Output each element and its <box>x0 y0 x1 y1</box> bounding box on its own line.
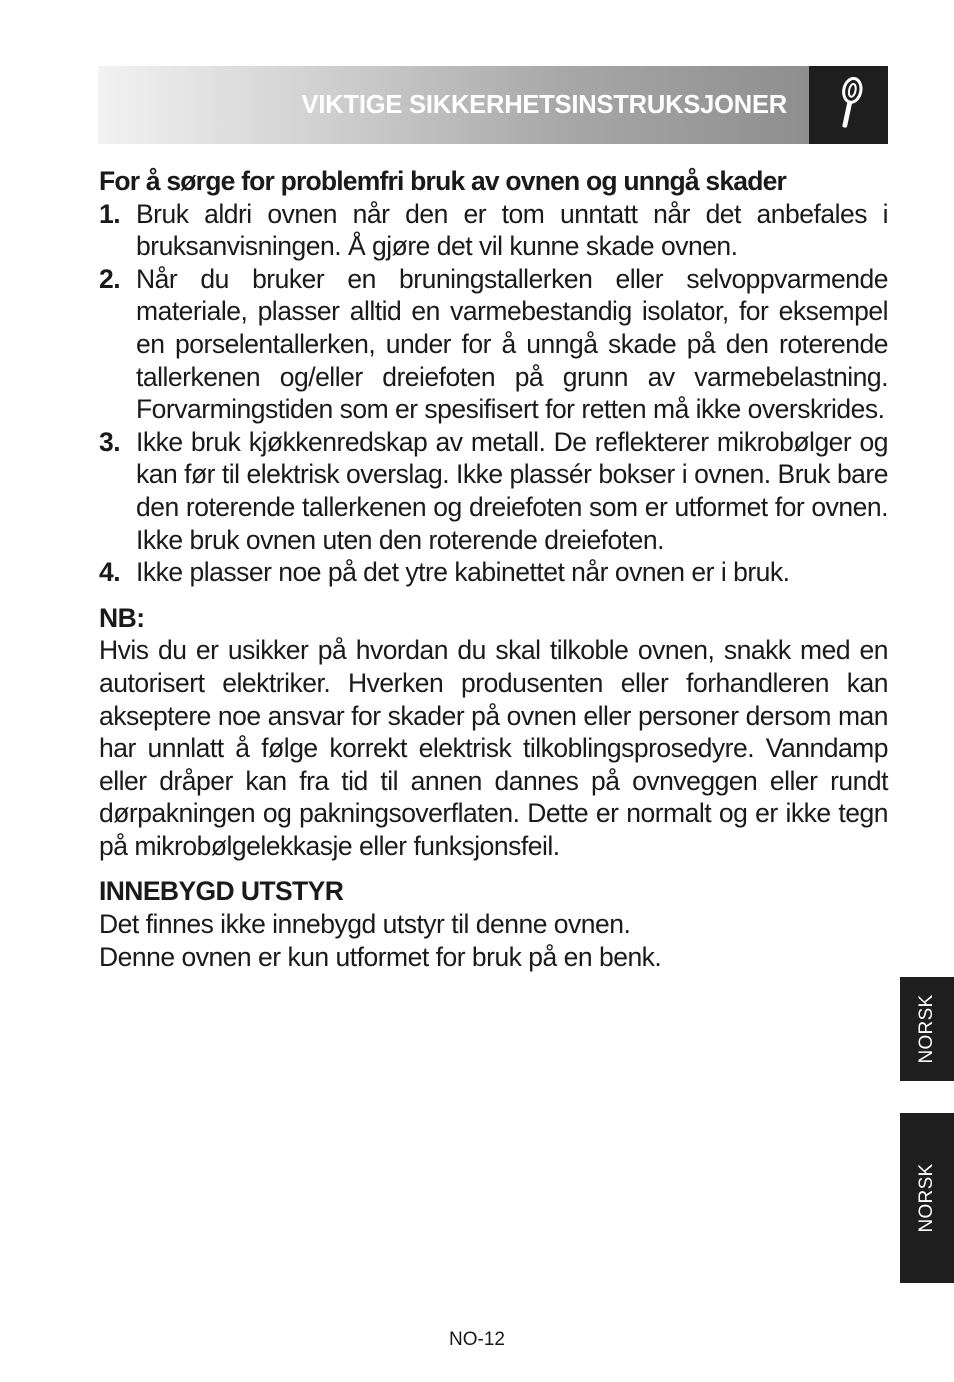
list-item-number: 3. <box>99 426 121 457</box>
list-item-text: Bruk aldri ovnen når den er tom unntatt når det anbefales i bruksanvisningen. Å gjøre det vil kunne skade ovnen. <box>136 198 888 262</box>
innebygd-line-1: Det finnes ikke innebygd utstyr til denne ovnen. <box>99 909 631 940</box>
innebygd-line-2: Denne ovnen er kun utformet for bruk på en benk. <box>99 941 662 972</box>
content <box>99 165 888 973</box>
section-heading: For å sørge for problemfri bruk av ovnen og unngå skader <box>99 166 787 196</box>
list-item-1 <box>99 198 888 263</box>
language-tab-label: NORSK <box>916 994 937 1064</box>
header-icon-box <box>809 66 888 144</box>
language-tab-label: NORSK <box>916 1163 937 1233</box>
list-item-3 <box>99 426 888 556</box>
list-item-text: Ikke plasser noe på det ytre kabinettet når ovnen er i bruk. <box>136 557 790 588</box>
page-number: NO-12 <box>449 1329 505 1350</box>
list-item-number: 2. <box>99 263 121 294</box>
list-item-4 <box>99 556 888 589</box>
list-item-text: Når du bruker en bruningstallerken eller selvoppvarmende materiale, plasser alltid en varmebestandig isolator, for eksempel en porselentallerken, under for å unngå skade på den roterende tallerkenen og/eller dreiefoten på grunn av varmebelastning. Forvarmingstiden som er spesifisert for retten må ikke overskrides. <box>136 263 888 425</box>
list-item-number: 1. <box>99 198 121 229</box>
list-item-2 <box>99 263 888 426</box>
innebygd-heading: INNEBYGD UTSTYR <box>99 876 344 907</box>
header-title: VIKTIGE SIKKERHETSINSTRUKSJONER <box>301 91 787 119</box>
spoon-caution-icon <box>809 66 888 144</box>
language-tab <box>900 977 954 1081</box>
header-bar <box>98 66 809 144</box>
list-item-text: Ikke bruk kjøkkenredskap av metall. De reflekterer mikrobølger og kan før til elektrisk overslag. Ikke plassér bokser i ovnen. Bruk bare den roterende tallerkenen og dreiefoten som er utformet for ovnen. Ikke bruk ovnen uten den roterende dreiefoten. <box>136 426 888 555</box>
nb-paragraph: Hvis du er usikker på hvordan du skal tilkoble ovnen, snakk med en autorisert elektriker. Hverken produsenten eller forhandleren kan akseptere noe ansvar for skader på ovnen eller personer dersom man har unnlatt å følge korrekt elektrisk tilkoblingsprosedyre. Vanndamp eller dråper kan fra tid til annen dannes på ovnveggen eller rundt dørpakningen og pakningsoverflaten. Dette er normalt og er ikke tegn på mikrobølgelekkasje eller funksjonsfeil. <box>99 635 888 861</box>
list-item-number: 4. <box>99 557 121 588</box>
language-tab <box>900 1113 954 1283</box>
nb-heading: NB: <box>99 602 145 633</box>
